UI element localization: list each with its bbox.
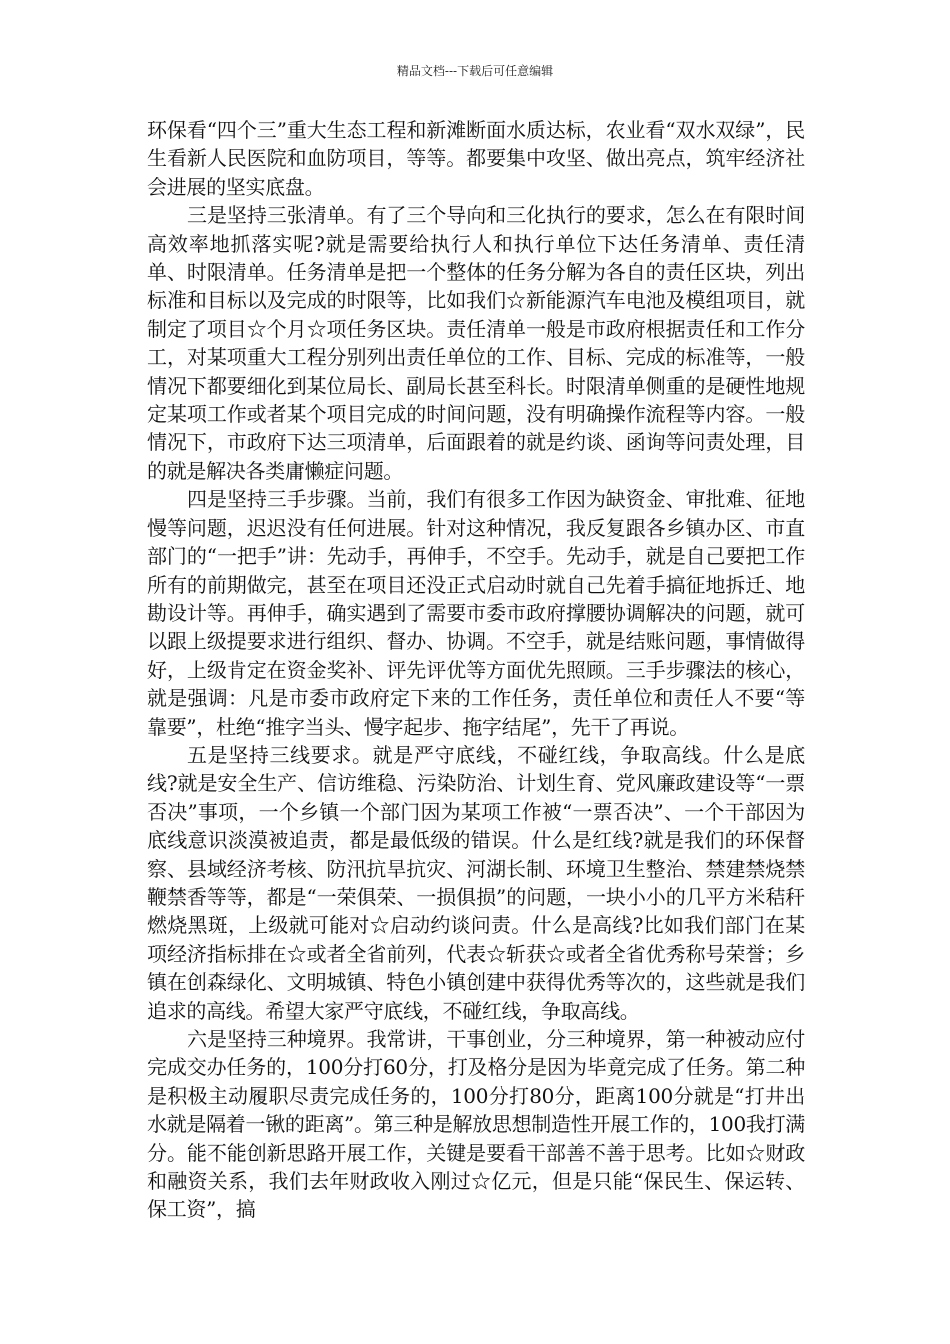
paragraph-three-steps: 四是坚持三手步骤。当前，我们有很多工作因为缺资金、审批难、征地慢等问题，迟迟没有任何进展。针对这种情况，我反复跟各乡镇办区、市直部门的“一把手”讲：先动手，再伸手，不空手。先动手，就是自己要把工作所有的前期做完，甚至在项目还没正式启动时就自己先着手搞征地拆迁、地勘设计等。再伸手，确实遇到了需要市委市政府撑腰协调解决的问题，就可以跟上级提要求进行组织、督办、协调。不空手，就是结账问题，事情做得好，上级肯定在资金奖补、评先评优等方面优先照顾。三手步骤法的核心，就是强调：凡是市委市政府定下来的工作任务，责任单位和责任人不要“等靠要”，杜绝“推字当头、慢字起步、拖字结尾”，先干了再说。 (147, 487, 805, 739)
paragraph-three-lists: 三是坚持三张清单。有了三个导向和三化执行的要求，怎么在有限时间高效率地抓落实呢?就是需要给执行人和执行单位下达任务清单、责任清单、时限清单。任务清单是把一个整体的任务分解为各自的责任区块，列出标准和目标以及完成的时限等，比如我们☆新能源汽车电池及模组项目，就制定了项目☆个月☆项任务区块。责任清单一般是市政府根据责任和工作分工，对某项重大工程分别列出责任单位的工作、目标、完成的标准等，一般情况下都要细化到某位局长、副局长甚至科长。时限清单侧重的是硬性地规定某项工作或者某个项目完成的时间问题，没有明确操作流程等内容。一般情况下，市政府下达三项清单，后面跟着的就是约谈、函询等问责处理，目的就是解决各类庸懒症问题。 (147, 203, 805, 483)
paragraph-three-realms: 六是坚持三种境界。我常讲，干事创业，分三种境界，第一种被动应付完成交办任务的，100分打60分，打及格分是因为毕竟完成了任务。第二种是积极主动履职尽责完成任务的，100分打80分，距离100分就是“打井出水就是隔着一锹的距离”。第三种是解放思想制造性开展工作的，100我打满分。能不能创新思路开展工作，关键是要看干部善不善于思考。比如☆财政和融资关系，我们去年财政收入刚过☆亿元，但是只能“保民生、保运转、保工资”，搞 (147, 1027, 805, 1222)
paragraph-continued: 环保看“四个三”重大生态工程和新滩断面水质达标，农业看“双水双绿”，民生看新人民医院和血防项目，等等。都要集中攻坚、做出亮点，筑牢经济社会进展的坚实底盘。 (147, 118, 805, 199)
document-body (147, 116, 805, 1224)
paragraph-three-lines: 五是坚持三线要求。就是严守底线，不碰红线，争取高线。什么是底线?就是安全生产、信访维稳、污染防治、计划生育、党风廉政建设等“一票否决”事项，一个乡镇一个部门因为某项工作被“一票否决”、一个干部因为底线意识淡漠被追责，都是最低级的错误。什么是红线?就是我们的环保督察、县域经济考核、防汛抗旱抗灾、河湖长制、环境卫生整治、禁建禁烧禁鞭禁香等等，都是“一荣俱荣、一损俱损”的问题，一块小小的几平方米秸秆燃烧黑斑，上级就可能对☆启动约谈问责。什么是高线?比如我们部门在某项经济指标排在☆或者全省前列，代表☆斩获☆或者全省优秀称号荣誉；乡镇在创森绿化、文明城镇、特色小镇创建中获得优秀等次的，这些就是我们追求的高线。希望大家严守底线，不碰红线，争取高线。 (147, 742, 805, 1023)
page-header: 精品文档---下载后可任意编辑 (396, 64, 554, 78)
